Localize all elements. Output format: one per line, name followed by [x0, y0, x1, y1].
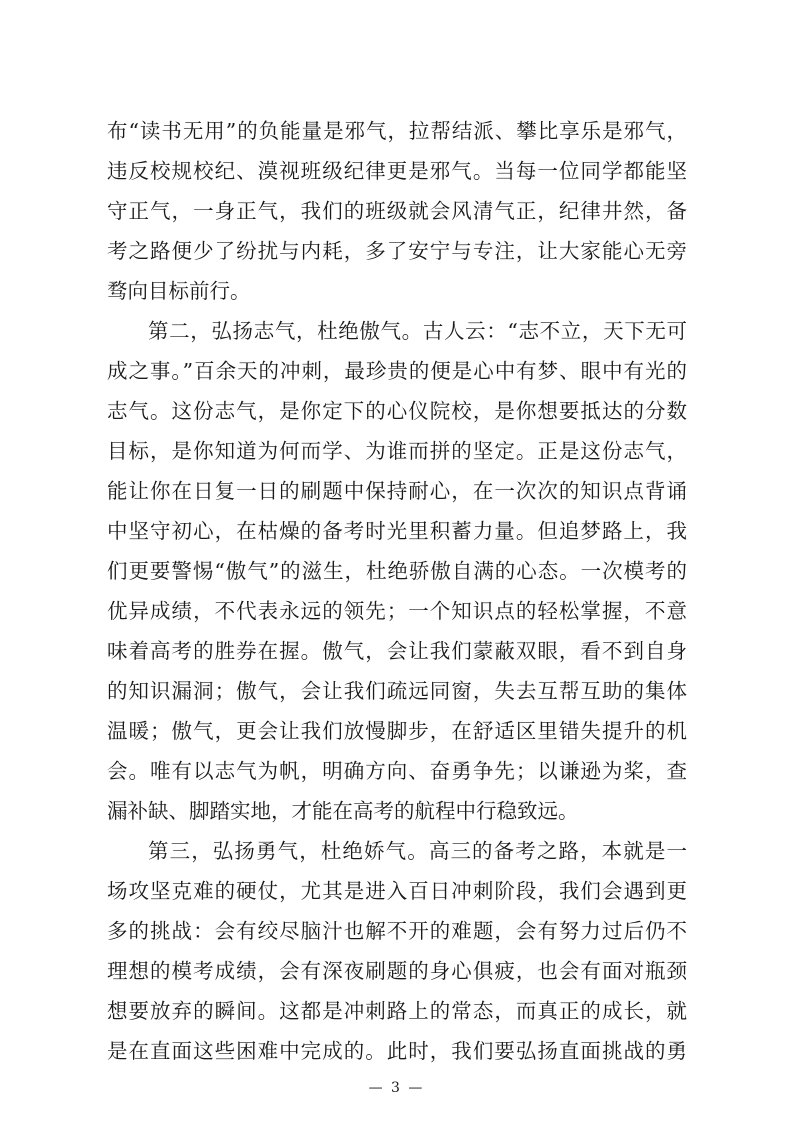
text-line: 多的挑战：会有绞尽脑汁也解不开的难题，会有努力过后仍不 [107, 919, 687, 943]
text-line: 优异成绩，不代表永远的领先；一个知识点的轻松掌握，不意 [107, 599, 687, 623]
text-line: 违反校规校纪、漠视班级纪律更是邪气。当每一位同学都能坚 [107, 159, 687, 183]
text-line: 的知识漏洞；傲气，会让我们疏远同窗，失去互帮互助的集体 [107, 679, 687, 703]
text-line: 中坚守初心，在枯燥的备考时光里积蓄力量。但追梦路上，我 [107, 519, 687, 543]
text-line: 志气。这份志气，是你定下的心仪院校，是你想要抵达的分数 [107, 399, 687, 423]
text-line: 们更要警惕“傲气”的滋生，杜绝骄傲自满的心态。一次模考的 [107, 559, 687, 583]
text-line: 想要放弃的瞬间。这都是冲刺路上的常态，而真正的成长，就 [107, 999, 687, 1023]
text-line: 味着高考的胜券在握。傲气，会让我们蒙蔽双眼，看不到自身 [107, 639, 687, 663]
paragraph-start-line: 第三，弘扬勇气，杜绝娇气。高三的备考之路，本就是一 [148, 839, 687, 863]
text-line: 漏补缺、脚踏实地，才能在高考的航程中行稳致远。 [107, 799, 579, 823]
text-line: 守正气，一身正气，我们的班级就会风清气正，纪律井然，备 [107, 199, 687, 223]
page-number: — 3 — [368, 1080, 425, 1096]
text-line: 会。唯有以志气为帆，明确方向、奋勇争先；以谦逊为桨，查 [107, 759, 687, 783]
text-line: 骛向目标前行。 [107, 279, 251, 303]
text-line: 成之事。”百余天的冲刺，最珍贵的便是心中有梦、眼中有光的 [107, 359, 687, 383]
paragraph-start-line: 第二，弘扬志气，杜绝傲气。古人云：“志不立，天下无可 [148, 319, 687, 343]
text-line: 布“读书无用”的负能量是邪气，拉帮结派、攀比享乐是邪气， [107, 119, 687, 143]
text-line: 目标，是你知道为何而学、为谁而拼的坚定。正是这份志气， [107, 439, 687, 463]
text-line: 考之路便少了纷扰与内耗，多了安宁与专注，让大家能心无旁 [107, 239, 687, 263]
text-line: 理想的模考成绩，会有深夜刷题的身心俱疲，也会有面对瓶颈 [107, 959, 687, 983]
text-line: 场攻坚克难的硬仗，尤其是进入百日冲刺阶段，我们会遇到更 [107, 879, 687, 903]
text-line: 能让你在日复一日的刷题中保持耐心，在一次次的知识点背诵 [107, 479, 687, 503]
text-line: 是在直面这些困难中完成的。此时，我们要弘扬直面挑战的勇 [107, 1039, 687, 1063]
text-line: 温暖；傲气，更会让我们放慢脚步，在舒适区里错失提升的机 [107, 719, 687, 743]
